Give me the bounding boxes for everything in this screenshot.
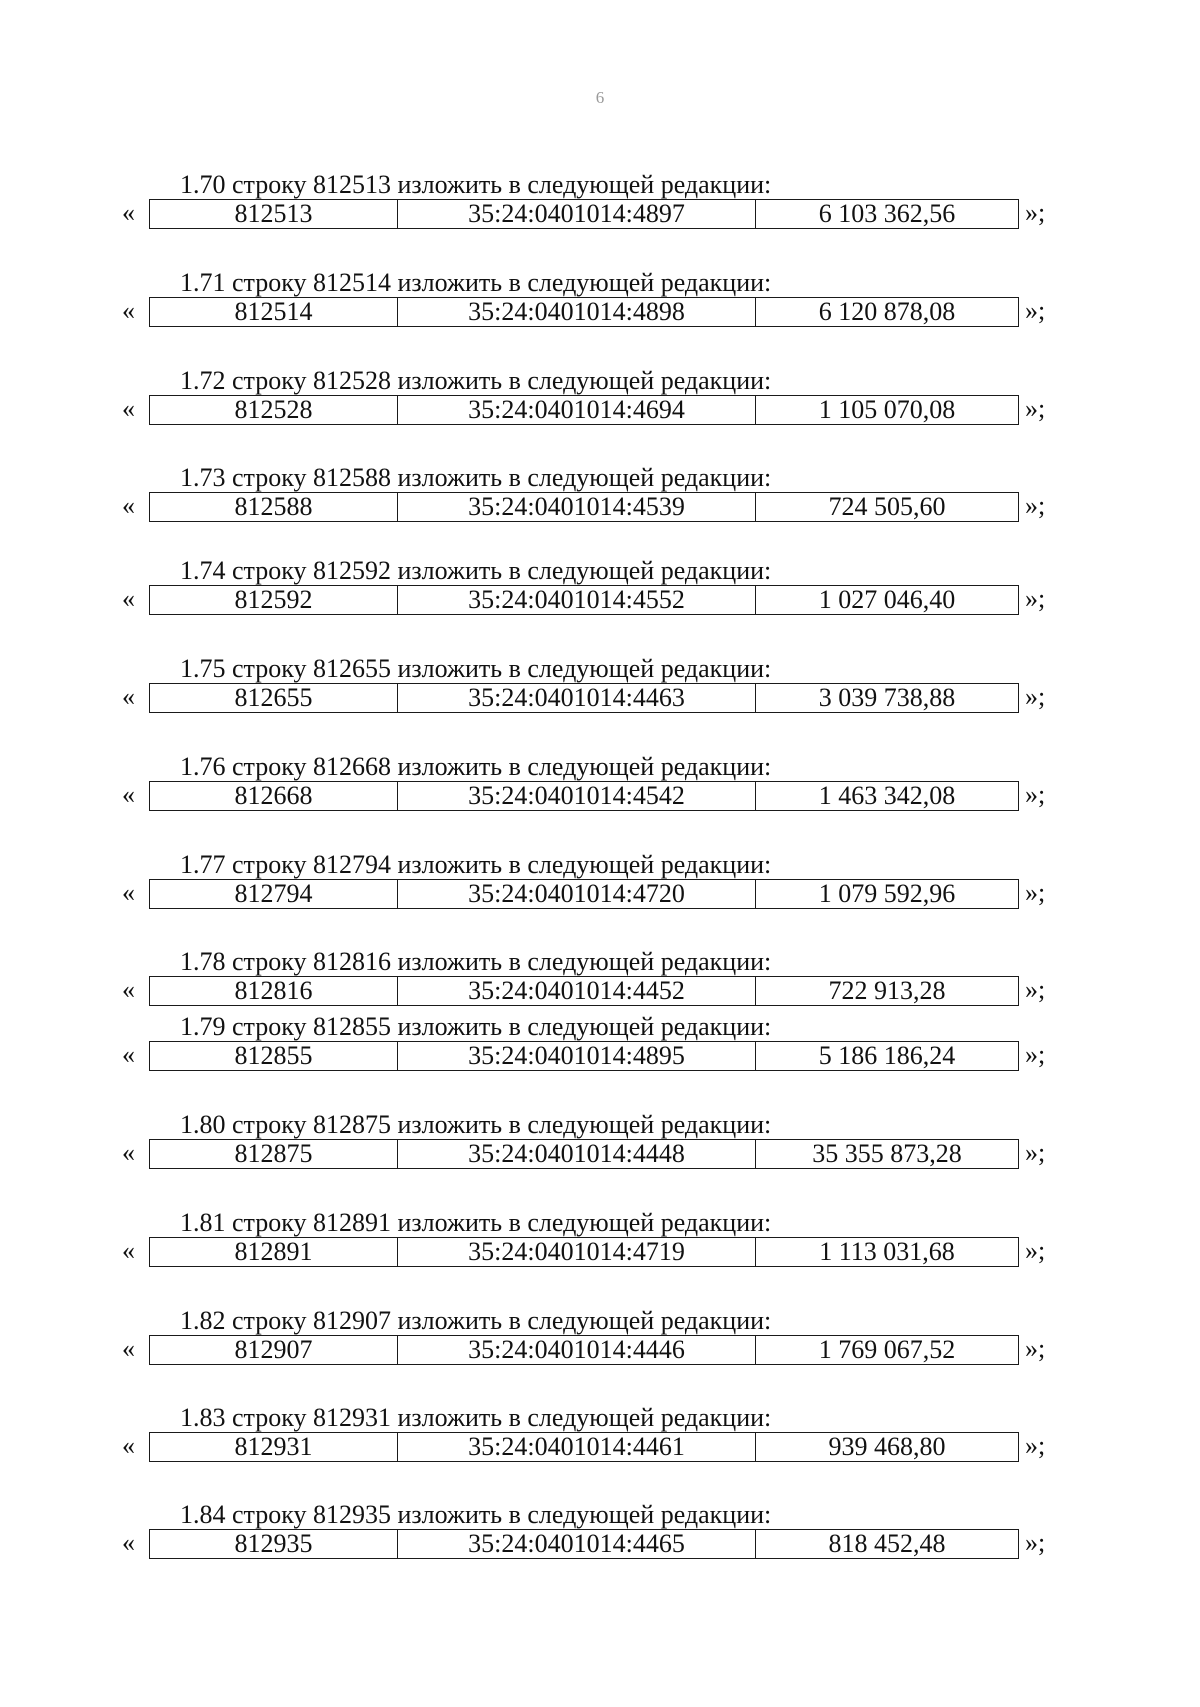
close-quote: »; <box>1025 1528 1046 1557</box>
amendment-entry <box>0 556 1200 622</box>
close-quote: »; <box>1025 1431 1046 1460</box>
open-quote: « <box>122 584 135 613</box>
amendment-heading: 1.72 строку 812528 изложить в следующей редакции: <box>180 366 772 395</box>
cadastral-number-cell: 35:24:0401014:4461 <box>398 1433 756 1461</box>
row-code-cell: 812935 <box>150 1530 398 1558</box>
amendment-heading: 1.81 строку 812891 изложить в следующей редакции: <box>180 1208 772 1237</box>
open-quote: « <box>122 1528 135 1557</box>
row-code-cell: 812668 <box>150 782 398 810</box>
close-quote: »; <box>1025 682 1046 711</box>
row-code-cell: 812794 <box>150 880 398 908</box>
cadastral-number-cell: 35:24:0401014:4463 <box>398 684 756 712</box>
table-row <box>149 976 1019 1006</box>
value-cell: 1 113 031,68 <box>819 1237 955 1266</box>
amendment-heading: 1.75 строку 812655 изложить в следующей редакции: <box>180 654 772 683</box>
open-quote: « <box>122 1236 135 1265</box>
value-cell: 1 027 046,40 <box>818 585 956 614</box>
open-quote: « <box>122 878 135 907</box>
cadastral-number-cell: 35:24:0401014:4898 <box>398 298 756 326</box>
cadastral-number-cell: 35:24:0401014:4719 <box>398 1238 756 1266</box>
cadastral-number-cell: 35:24:0401014:4539 <box>398 493 756 521</box>
amendment-entry <box>0 463 1200 529</box>
value-cell: 1 463 342,08 <box>818 781 956 810</box>
row-code-cell: 812907 <box>150 1336 398 1364</box>
amendment-heading: 1.71 строку 812514 изложить в следующей редакции: <box>180 268 772 297</box>
open-quote: « <box>122 780 135 809</box>
value-cell: 1 079 592,96 <box>818 879 956 908</box>
amendment-heading: 1.82 строку 812907 изложить в следующей редакции: <box>180 1306 772 1335</box>
cadastral-number-cell: 35:24:0401014:4694 <box>398 396 756 424</box>
open-quote: « <box>122 296 135 325</box>
open-quote: « <box>122 1334 135 1363</box>
table-row <box>149 1139 1019 1169</box>
table-row <box>149 781 1019 811</box>
close-quote: »; <box>1025 394 1046 423</box>
close-quote: »; <box>1025 296 1046 325</box>
open-quote: « <box>122 975 135 1004</box>
amendment-entry <box>0 654 1200 720</box>
open-quote: « <box>122 1040 135 1069</box>
open-quote: « <box>122 198 135 227</box>
cadastral-number-cell: 35:24:0401014:4897 <box>398 200 756 228</box>
table-row <box>149 879 1019 909</box>
close-quote: »; <box>1025 198 1046 227</box>
amendment-entry <box>0 1306 1200 1372</box>
cadastral-number-cell: 35:24:0401014:4542 <box>398 782 756 810</box>
close-quote: »; <box>1025 1138 1046 1167</box>
value-cell: 6 103 362,56 <box>818 199 956 228</box>
row-code-cell: 812855 <box>150 1042 398 1070</box>
value-cell: 35 355 873,28 <box>812 1139 962 1168</box>
page-number: 6 <box>595 88 605 107</box>
amendment-heading: 1.80 строку 812875 изложить в следующей редакции: <box>180 1110 772 1139</box>
row-code-cell: 812655 <box>150 684 398 712</box>
table-row <box>149 1335 1019 1365</box>
close-quote: »; <box>1025 878 1046 907</box>
row-code-cell: 812891 <box>150 1238 398 1266</box>
amendment-heading: 1.74 строку 812592 изложить в следующей редакции: <box>180 556 772 585</box>
cadastral-number-cell: 35:24:0401014:4452 <box>398 977 756 1005</box>
cadastral-number-cell: 35:24:0401014:4446 <box>398 1336 756 1364</box>
amendment-heading: 1.77 строку 812794 изложить в следующей редакции: <box>180 850 772 879</box>
open-quote: « <box>122 491 135 520</box>
row-code-cell: 812592 <box>150 586 398 614</box>
amendment-heading: 1.78 строку 812816 изложить в следующей редакции: <box>180 947 772 976</box>
cadastral-number-cell: 35:24:0401014:4448 <box>398 1140 756 1168</box>
amendment-entry <box>0 1012 1200 1078</box>
open-quote: « <box>122 1138 135 1167</box>
cadastral-number-cell: 35:24:0401014:4720 <box>398 880 756 908</box>
table-row <box>149 1529 1019 1559</box>
amendment-heading: 1.70 строку 812513 изложить в следующей редакции: <box>180 170 772 199</box>
cadastral-number-cell: 35:24:0401014:4895 <box>398 1042 756 1070</box>
row-code-cell: 812514 <box>150 298 398 326</box>
cadastral-number-cell: 35:24:0401014:4552 <box>398 586 756 614</box>
amendment-entry <box>0 1110 1200 1176</box>
row-code-cell: 812528 <box>150 396 398 424</box>
table-row <box>149 492 1019 522</box>
amendment-entry <box>0 752 1200 818</box>
amendment-entry <box>0 268 1200 334</box>
amendment-heading: 1.83 строку 812931 изложить в следующей редакции: <box>180 1403 772 1432</box>
amendment-heading: 1.84 строку 812935 изложить в следующей редакции: <box>180 1500 772 1529</box>
table-row <box>149 585 1019 615</box>
cadastral-number-cell: 35:24:0401014:4465 <box>398 1530 756 1558</box>
open-quote: « <box>122 1431 135 1460</box>
close-quote: »; <box>1025 1334 1046 1363</box>
close-quote: »; <box>1025 584 1046 613</box>
close-quote: »; <box>1025 1040 1046 1069</box>
amendment-heading: 1.79 строку 812855 изложить в следующей редакции: <box>180 1012 772 1041</box>
value-cell: 1 769 067,52 <box>818 1335 956 1364</box>
close-quote: »; <box>1025 491 1046 520</box>
table-row <box>149 297 1019 327</box>
value-cell: 818 452,48 <box>828 1529 946 1558</box>
table-row <box>149 395 1019 425</box>
close-quote: »; <box>1025 1236 1046 1265</box>
amendment-heading: 1.76 строку 812668 изложить в следующей редакции: <box>180 752 772 781</box>
value-cell: 722 913,28 <box>828 976 946 1005</box>
amendment-entry <box>0 1403 1200 1469</box>
amendment-heading: 1.73 строку 812588 изложить в следующей редакции: <box>180 463 772 492</box>
value-cell: 724 505,60 <box>828 492 946 521</box>
amendment-entry <box>0 366 1200 432</box>
open-quote: « <box>122 394 135 423</box>
row-code-cell: 812513 <box>150 200 398 228</box>
close-quote: »; <box>1025 975 1046 1004</box>
table-row <box>149 1041 1019 1071</box>
row-code-cell: 812875 <box>150 1140 398 1168</box>
value-cell: 1 105 070,08 <box>818 395 956 424</box>
amendment-entry <box>0 947 1200 1013</box>
row-code-cell: 812816 <box>150 977 398 1005</box>
row-code-cell: 812588 <box>150 493 398 521</box>
open-quote: « <box>122 682 135 711</box>
table-row <box>149 1237 1019 1267</box>
amendment-entry <box>0 1208 1200 1274</box>
table-row <box>149 1432 1019 1462</box>
amendment-entry <box>0 850 1200 916</box>
value-cell: 6 120 878,08 <box>818 297 956 326</box>
amendment-entry <box>0 170 1200 236</box>
amendment-entry <box>0 1500 1200 1566</box>
value-cell: 5 186 186,24 <box>818 1041 956 1070</box>
row-code-cell: 812931 <box>150 1433 398 1461</box>
value-cell: 939 468,80 <box>828 1432 946 1461</box>
value-cell: 3 039 738,88 <box>818 683 956 712</box>
table-row <box>149 683 1019 713</box>
close-quote: »; <box>1025 780 1046 809</box>
table-row <box>149 199 1019 229</box>
